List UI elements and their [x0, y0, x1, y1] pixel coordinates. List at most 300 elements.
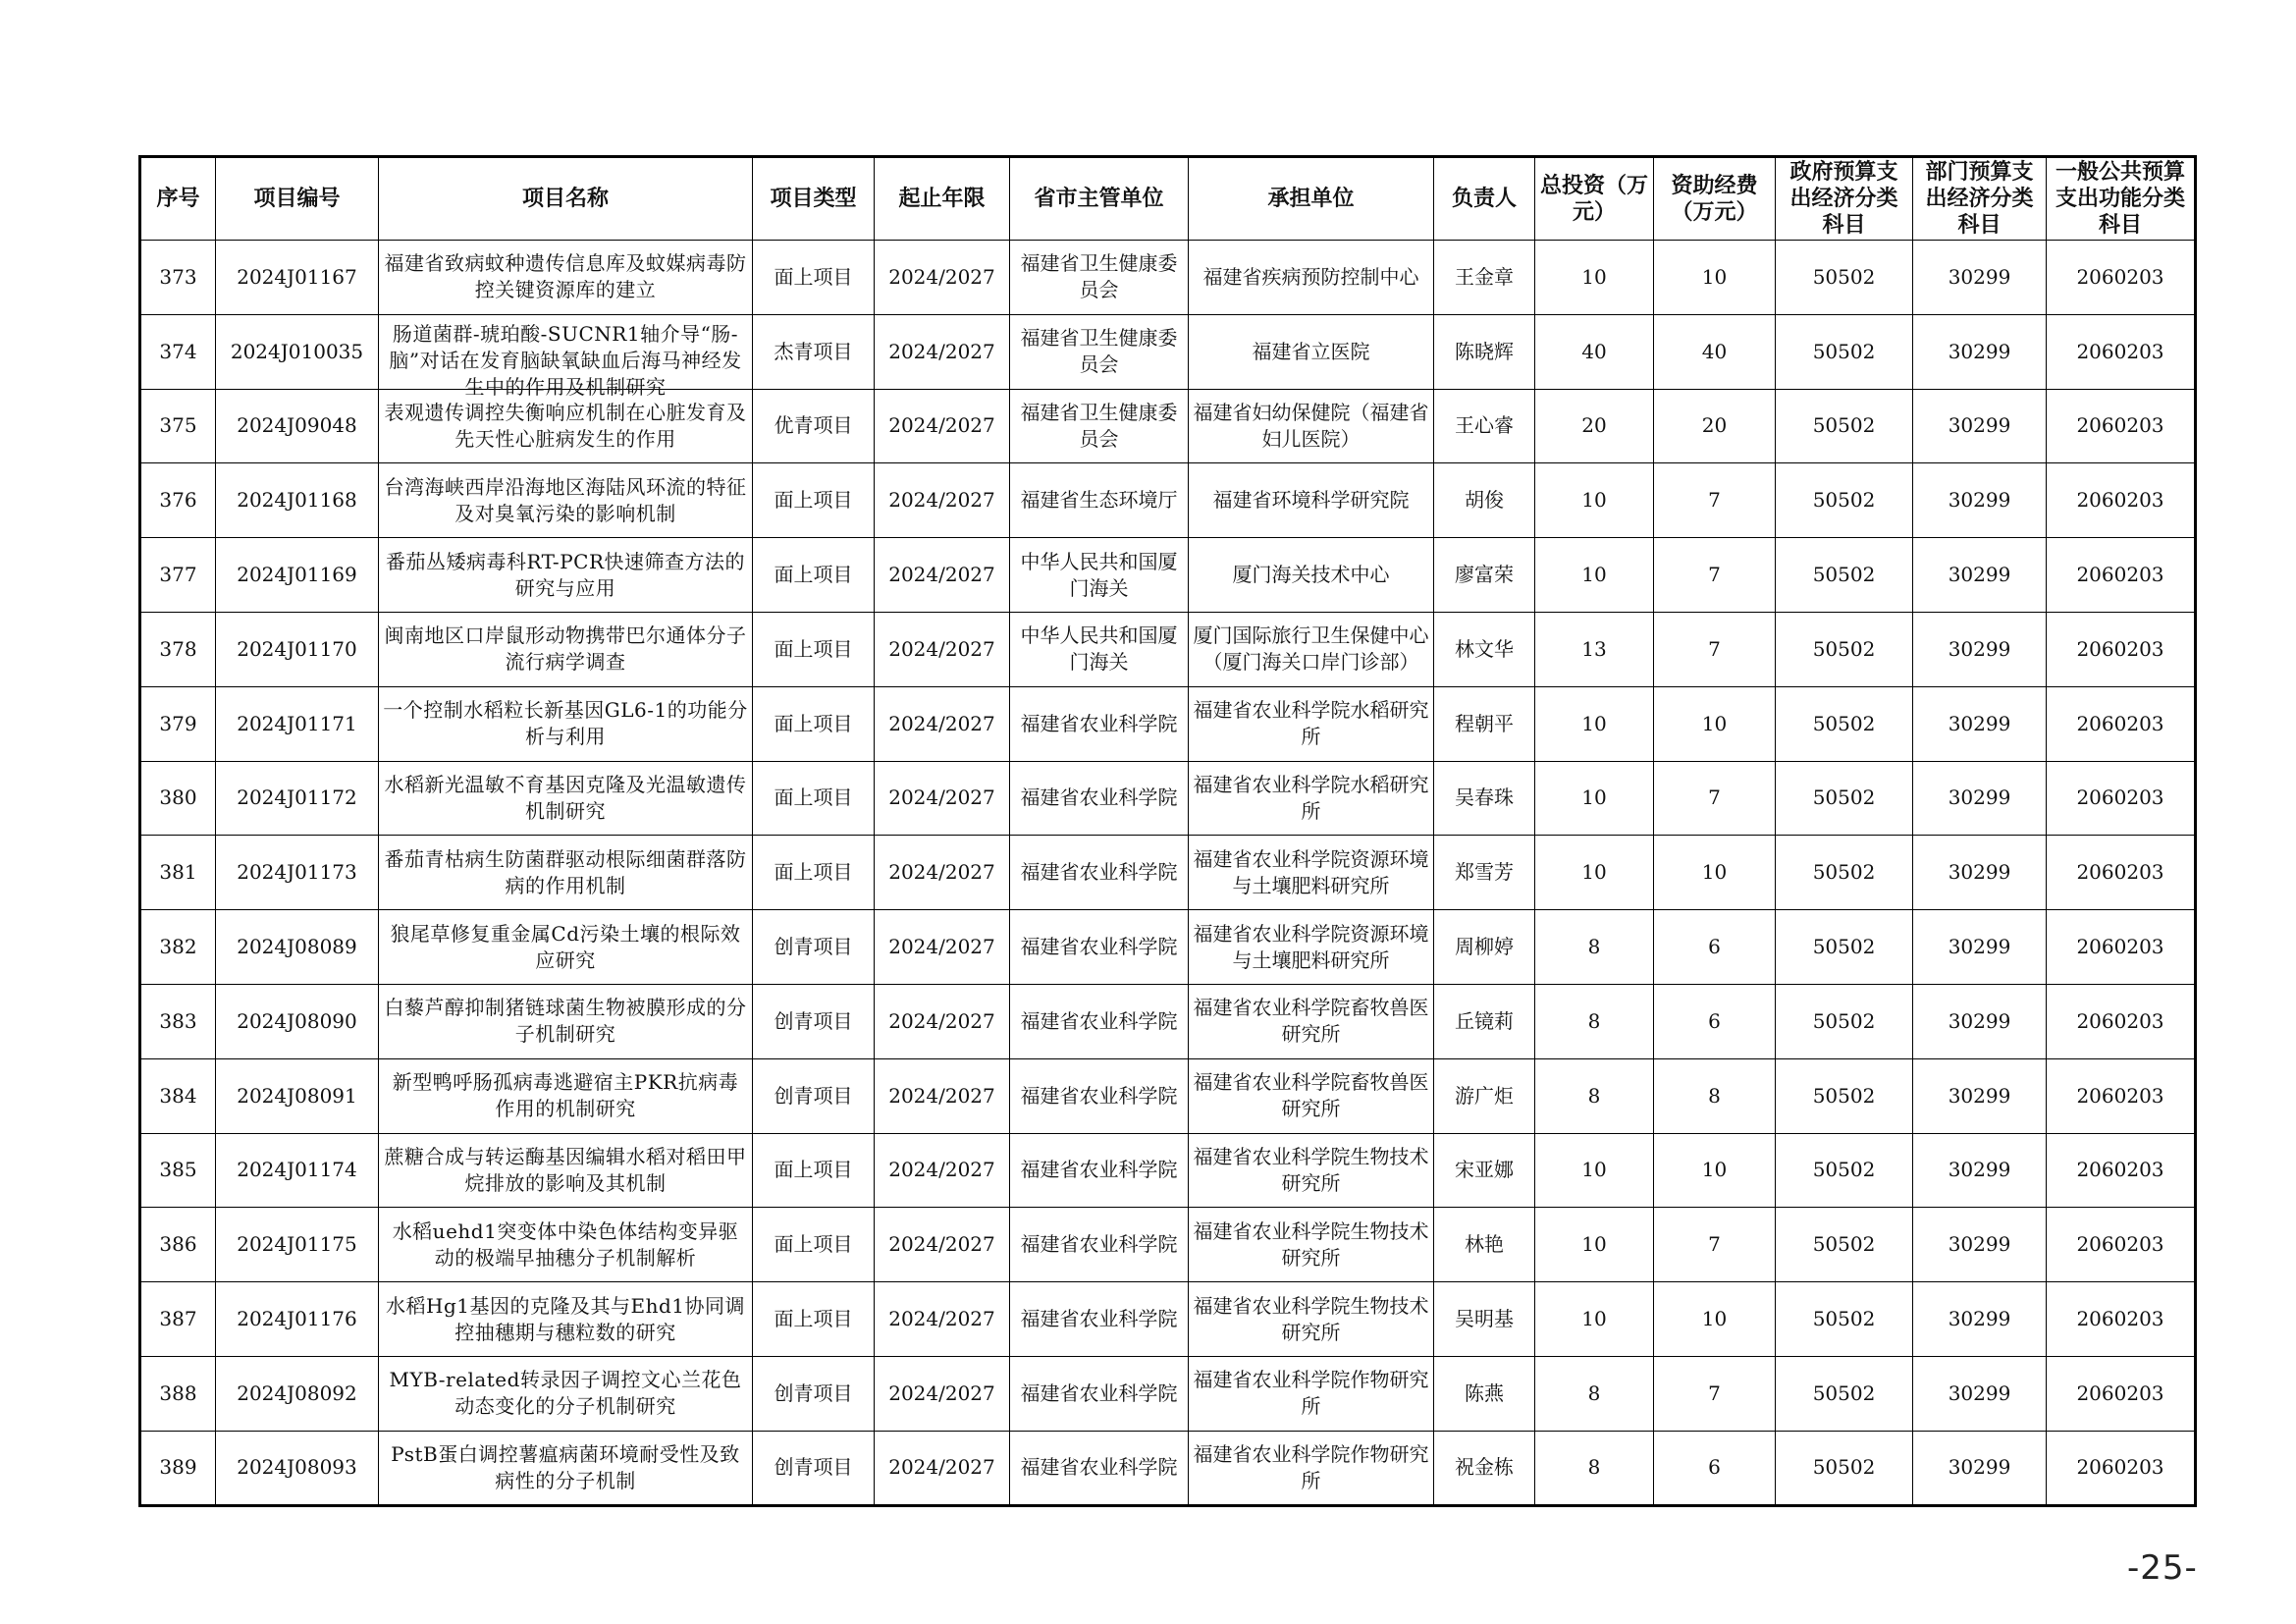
cell-dept-text: 福建省生态环境厅	[1020, 488, 1178, 513]
cell-name	[379, 1133, 753, 1208]
cell-unit-text: 福建省农业科学院作物研究所	[1193, 1441, 1429, 1492]
cell-func: 2060203	[2047, 1058, 2196, 1133]
table-row	[140, 1058, 2196, 1133]
cell-name-text: 番茄青枯病生防菌群驱动根际细菌群落防病的作用机制	[384, 846, 747, 897]
cell-years: 2024/2027	[875, 463, 1010, 538]
cell-dept-text: 福建省农业科学院	[1020, 711, 1178, 735]
cell-type: 面上项目	[753, 686, 875, 761]
cell-seq: 374	[140, 314, 216, 389]
cell-unit-text: 厦门国际旅行卫生保健中心（厦门海关口岸门诊部）	[1193, 623, 1429, 675]
cell-code: 2024J08091	[216, 1058, 379, 1133]
cell-code: 2024J08093	[216, 1431, 379, 1505]
cell-years: 2024/2027	[875, 686, 1010, 761]
cell-unit	[1189, 1282, 1434, 1357]
cell-name-text: MYB-related转录因子调控文心兰花色动态变化的分子机制研究	[389, 1368, 742, 1419]
table-row	[140, 686, 2196, 761]
cell-years: 2024/2027	[875, 1208, 1010, 1282]
cell-dept	[1010, 1282, 1189, 1357]
cell-dept	[1010, 761, 1189, 836]
cell-dept-text: 中华人民共和国厦门海关	[1020, 623, 1178, 675]
cell-dept-budget: 30299	[1913, 463, 2047, 538]
cell-gov-budget: 50502	[1776, 761, 1913, 836]
cell-total: 8	[1535, 910, 1654, 985]
cell-name-text: 水稻Hg1基因的克隆及其与Ehd1协同调控抽穗期与穗粒数的研究	[386, 1293, 745, 1344]
cell-person: 程朝平	[1434, 686, 1535, 761]
cell-funding: 8	[1654, 1058, 1776, 1133]
cell-seq: 375	[140, 389, 216, 463]
cell-dept-text: 福建省农业科学院	[1020, 860, 1178, 885]
cell-code: 2024J08089	[216, 910, 379, 985]
cell-dept-text: 福建省农业科学院	[1020, 1380, 1178, 1405]
table-row	[140, 1356, 2196, 1431]
cell-person: 游广炬	[1434, 1058, 1535, 1133]
cell-unit	[1189, 463, 1434, 538]
cell-name	[379, 984, 753, 1058]
cell-unit	[1189, 761, 1434, 836]
cell-total: 40	[1535, 314, 1654, 389]
cell-dept-budget: 30299	[1913, 761, 2047, 836]
cell-seq: 381	[140, 836, 216, 910]
cell-code: 2024J010035	[216, 314, 379, 389]
cell-seq: 388	[140, 1356, 216, 1431]
cell-unit-text: 福建省农业科学院水稻研究所	[1193, 772, 1429, 823]
cell-name	[379, 1356, 753, 1431]
cell-type: 创青项目	[753, 984, 875, 1058]
cell-years: 2024/2027	[875, 612, 1010, 686]
project-table-container	[138, 155, 2197, 1507]
cell-unit	[1189, 1208, 1434, 1282]
cell-unit	[1189, 538, 1434, 613]
cell-name-text: 福建省致病蚊种遗传信息库及蚊媒病毒防控关键资源库的建立	[384, 251, 747, 302]
cell-gov-budget: 50502	[1776, 686, 1913, 761]
cell-name-text: 番茄丛矮病毒科RT-PCR快速筛查方法的研究与应用	[385, 549, 746, 600]
header-unit: 承担单位	[1189, 157, 1434, 241]
cell-seq: 389	[140, 1431, 216, 1505]
header-row	[140, 157, 2196, 241]
header-dept: 省市主管单位	[1010, 157, 1189, 241]
cell-name-text: 新型鸭呼肠孤病毒逃避宿主PKR抗病毒作用的机制研究	[392, 1070, 739, 1121]
cell-name-text: 台湾海峡西岸沿海地区海陆风环流的特征及对臭氧污染的影响机制	[384, 474, 747, 525]
cell-dept-budget: 30299	[1913, 1208, 2047, 1282]
cell-years: 2024/2027	[875, 1133, 1010, 1208]
cell-dept	[1010, 984, 1189, 1058]
cell-total: 10	[1535, 686, 1654, 761]
cell-name	[379, 538, 753, 613]
cell-unit-text: 福建省农业科学院生物技术研究所	[1193, 1293, 1429, 1344]
header-seq: 序号	[140, 157, 216, 241]
cell-gov-budget: 50502	[1776, 538, 1913, 613]
cell-code: 2024J01170	[216, 612, 379, 686]
cell-total: 13	[1535, 612, 1654, 686]
cell-total: 10	[1535, 761, 1654, 836]
table-row	[140, 1208, 2196, 1282]
cell-person: 祝金栋	[1434, 1431, 1535, 1505]
cell-years: 2024/2027	[875, 314, 1010, 389]
cell-func: 2060203	[2047, 1208, 2196, 1282]
cell-funding: 7	[1654, 1356, 1776, 1431]
cell-seq: 378	[140, 612, 216, 686]
cell-type: 面上项目	[753, 1282, 875, 1357]
cell-unit	[1189, 836, 1434, 910]
cell-dept-text: 中华人民共和国厦门海关	[1020, 549, 1178, 600]
cell-unit-text: 福建省农业科学院生物技术研究所	[1193, 1218, 1429, 1270]
cell-code: 2024J01176	[216, 1282, 379, 1357]
table-row	[140, 314, 2196, 389]
cell-person: 林艳	[1434, 1208, 1535, 1282]
cell-unit	[1189, 314, 1434, 389]
cell-years: 2024/2027	[875, 1282, 1010, 1357]
cell-dept	[1010, 1208, 1189, 1282]
cell-seq: 383	[140, 984, 216, 1058]
cell-dept-budget: 30299	[1913, 612, 2047, 686]
cell-unit-text: 福建省农业科学院畜牧兽医研究所	[1193, 1070, 1429, 1121]
cell-seq: 384	[140, 1058, 216, 1133]
header-type: 项目类型	[753, 157, 875, 241]
cell-unit-text: 福建省疾病预防控制中心	[1202, 264, 1419, 289]
cell-dept	[1010, 241, 1189, 315]
cell-unit-text: 福建省妇幼保健院（福建省妇儿医院）	[1193, 400, 1429, 451]
cell-total: 10	[1535, 463, 1654, 538]
cell-name-text: 表观遗传调控失衡响应机制在心脏发育及先天性心脏病发生的作用	[384, 400, 747, 451]
cell-gov-budget: 50502	[1776, 1133, 1913, 1208]
cell-gov-budget: 50502	[1776, 1431, 1913, 1505]
cell-dept	[1010, 1431, 1189, 1505]
cell-type: 创青项目	[753, 910, 875, 985]
cell-gov-budget: 50502	[1776, 910, 1913, 985]
cell-func: 2060203	[2047, 1133, 2196, 1208]
header-years: 起止年限	[875, 157, 1010, 241]
cell-type: 优青项目	[753, 389, 875, 463]
cell-code: 2024J08092	[216, 1356, 379, 1431]
cell-gov-budget: 50502	[1776, 1058, 1913, 1133]
table-row	[140, 463, 2196, 538]
cell-gov-budget: 50502	[1776, 314, 1913, 389]
page-number: -25-	[2127, 1548, 2198, 1588]
cell-type: 面上项目	[753, 241, 875, 315]
cell-func: 2060203	[2047, 686, 2196, 761]
cell-name	[379, 686, 753, 761]
cell-dept	[1010, 686, 1189, 761]
cell-years: 2024/2027	[875, 761, 1010, 836]
cell-person: 宋亚娜	[1434, 1133, 1535, 1208]
cell-seq: 379	[140, 686, 216, 761]
cell-years: 2024/2027	[875, 389, 1010, 463]
cell-dept-budget: 30299	[1913, 389, 2047, 463]
cell-dept	[1010, 910, 1189, 985]
cell-dept-text: 福建省农业科学院	[1020, 1008, 1178, 1033]
cell-func: 2060203	[2047, 463, 2196, 538]
cell-func: 2060203	[2047, 389, 2196, 463]
cell-type: 创青项目	[753, 1356, 875, 1431]
table-row	[140, 389, 2196, 463]
cell-years: 2024/2027	[875, 836, 1010, 910]
cell-name	[379, 1431, 753, 1505]
cell-func: 2060203	[2047, 314, 2196, 389]
cell-total: 10	[1535, 1208, 1654, 1282]
cell-dept-budget: 30299	[1913, 836, 2047, 910]
cell-funding: 20	[1654, 389, 1776, 463]
cell-code: 2024J01172	[216, 761, 379, 836]
cell-name	[379, 1282, 753, 1357]
table-row	[140, 1282, 2196, 1357]
cell-unit-text: 福建省环境科学研究院	[1212, 488, 1410, 513]
cell-name	[379, 241, 753, 315]
cell-seq: 382	[140, 910, 216, 985]
cell-name-text: PstB蛋白调控薯瘟病菌环境耐受性及致病性的分子机制	[391, 1441, 740, 1492]
cell-dept	[1010, 463, 1189, 538]
cell-funding: 40	[1654, 314, 1776, 389]
cell-code: 2024J01173	[216, 836, 379, 910]
cell-dept-text: 福建省农业科学院	[1020, 1158, 1178, 1182]
cell-name-text: 闽南地区口岸鼠形动物携带巴尔通体分子流行病学调查	[384, 623, 747, 675]
table-row	[140, 1431, 2196, 1505]
cell-dept-text: 福建省农业科学院	[1020, 1083, 1178, 1108]
cell-unit	[1189, 612, 1434, 686]
cell-code: 2024J08090	[216, 984, 379, 1058]
cell-func: 2060203	[2047, 1431, 2196, 1505]
cell-seq: 373	[140, 241, 216, 315]
cell-type: 面上项目	[753, 836, 875, 910]
cell-unit	[1189, 241, 1434, 315]
cell-gov-budget: 50502	[1776, 984, 1913, 1058]
table-row	[140, 836, 2196, 910]
cell-dept	[1010, 1058, 1189, 1133]
cell-unit-text: 福建省农业科学院资源环境与土壤肥料研究所	[1193, 921, 1429, 972]
cell-person: 陈晓辉	[1434, 314, 1535, 389]
cell-dept-text: 福建省农业科学院	[1020, 785, 1178, 810]
cell-code: 2024J09048	[216, 389, 379, 463]
cell-seq: 386	[140, 1208, 216, 1282]
cell-dept-budget: 30299	[1913, 314, 2047, 389]
cell-funding: 7	[1654, 463, 1776, 538]
cell-person: 陈燕	[1434, 1356, 1535, 1431]
cell-years: 2024/2027	[875, 910, 1010, 985]
cell-funding: 6	[1654, 1431, 1776, 1505]
cell-person: 王心睿	[1434, 389, 1535, 463]
cell-type: 面上项目	[753, 761, 875, 836]
cell-name-text: 一个控制水稻粒长新基因GL6-1的功能分析与利用	[383, 698, 748, 749]
cell-unit-text: 福建省农业科学院资源环境与土壤肥料研究所	[1193, 846, 1429, 897]
cell-funding: 10	[1654, 241, 1776, 315]
cell-name	[379, 910, 753, 985]
cell-gov-budget: 50502	[1776, 241, 1913, 315]
cell-funding: 10	[1654, 1133, 1776, 1208]
cell-name	[379, 389, 753, 463]
cell-type: 面上项目	[753, 1208, 875, 1282]
cell-name-text: 肠道菌群-琥珀酸-SUCNR1轴介导“肠-脑”对话在发育脑缺氧缺血后海马神经发生中的作用及机制研究	[389, 322, 742, 400]
cell-gov-budget: 50502	[1776, 612, 1913, 686]
cell-total: 10	[1535, 241, 1654, 315]
cell-years: 2024/2027	[875, 984, 1010, 1058]
cell-type: 创青项目	[753, 1058, 875, 1133]
cell-person: 胡俊	[1434, 463, 1535, 538]
table-row	[140, 910, 2196, 985]
cell-type: 面上项目	[753, 1133, 875, 1208]
cell-funding: 6	[1654, 984, 1776, 1058]
cell-code: 2024J01171	[216, 686, 379, 761]
cell-type: 面上项目	[753, 463, 875, 538]
cell-dept-budget: 30299	[1913, 910, 2047, 985]
cell-gov-budget: 50502	[1776, 1282, 1913, 1357]
cell-unit	[1189, 1431, 1434, 1505]
cell-gov-budget: 50502	[1776, 389, 1913, 463]
header-person: 负责人	[1434, 157, 1535, 241]
cell-dept-text: 福建省卫生健康委员会	[1020, 251, 1178, 302]
cell-total: 10	[1535, 836, 1654, 910]
cell-funding: 7	[1654, 761, 1776, 836]
cell-name	[379, 463, 753, 538]
cell-seq: 377	[140, 538, 216, 613]
cell-years: 2024/2027	[875, 1431, 1010, 1505]
cell-code: 2024J01175	[216, 1208, 379, 1282]
cell-name-text: 蔗糖合成与转运酶基因编辑水稻对稻田甲烷排放的影响及其机制	[384, 1144, 747, 1195]
cell-func: 2060203	[2047, 612, 2196, 686]
cell-funding: 10	[1654, 686, 1776, 761]
cell-total: 8	[1535, 984, 1654, 1058]
header-name: 项目名称	[379, 157, 753, 241]
header-depart: 部门预算支出经济分类科目	[1913, 157, 2047, 241]
table-row	[140, 538, 2196, 613]
cell-name-text: 水稻新光温敏不育基因克隆及光温敏遗传机制研究	[384, 772, 747, 823]
table-row	[140, 984, 2196, 1058]
cell-total: 8	[1535, 1058, 1654, 1133]
cell-total: 20	[1535, 389, 1654, 463]
cell-gov-budget: 50502	[1776, 463, 1913, 538]
cell-dept-text: 福建省农业科学院	[1020, 1455, 1178, 1480]
cell-dept	[1010, 538, 1189, 613]
cell-seq: 387	[140, 1282, 216, 1357]
cell-dept-text: 福建省卫生健康委员会	[1020, 326, 1178, 377]
cell-total: 8	[1535, 1431, 1654, 1505]
cell-unit	[1189, 984, 1434, 1058]
header-funding: 资助经费（万元）	[1654, 157, 1776, 241]
cell-person: 林文华	[1434, 612, 1535, 686]
cell-dept	[1010, 1133, 1189, 1208]
cell-seq: 385	[140, 1133, 216, 1208]
header-func: 一般公共预算支出功能分类科目	[2047, 157, 2196, 241]
cell-func: 2060203	[2047, 836, 2196, 910]
cell-func: 2060203	[2047, 1282, 2196, 1357]
cell-dept-text: 福建省农业科学院	[1020, 1232, 1178, 1257]
cell-unit	[1189, 1058, 1434, 1133]
cell-total: 8	[1535, 1356, 1654, 1431]
cell-unit-text: 福建省农业科学院水稻研究所	[1193, 698, 1429, 749]
cell-person: 吴明基	[1434, 1282, 1535, 1357]
cell-person: 丘镜莉	[1434, 984, 1535, 1058]
cell-dept-budget: 30299	[1913, 1431, 2047, 1505]
cell-code: 2024J01169	[216, 538, 379, 613]
cell-dept-budget: 30299	[1913, 241, 2047, 315]
cell-dept-budget: 30299	[1913, 1133, 2047, 1208]
cell-unit-text: 福建省立医院	[1252, 339, 1370, 363]
cell-years: 2024/2027	[875, 538, 1010, 613]
cell-person: 王金章	[1434, 241, 1535, 315]
cell-years: 2024/2027	[875, 241, 1010, 315]
cell-dept	[1010, 1356, 1189, 1431]
cell-name	[379, 612, 753, 686]
cell-person: 郑雪芳	[1434, 836, 1535, 910]
table-row	[140, 761, 2196, 836]
cell-gov-budget: 50502	[1776, 836, 1913, 910]
cell-gov-budget: 50502	[1776, 1208, 1913, 1282]
cell-total: 10	[1535, 1133, 1654, 1208]
cell-total: 10	[1535, 538, 1654, 613]
cell-func: 2060203	[2047, 1356, 2196, 1431]
cell-dept-budget: 30299	[1913, 1356, 2047, 1431]
cell-years: 2024/2027	[875, 1356, 1010, 1431]
cell-type: 面上项目	[753, 538, 875, 613]
cell-funding: 7	[1654, 612, 1776, 686]
cell-funding: 6	[1654, 910, 1776, 985]
cell-dept	[1010, 314, 1189, 389]
cell-type: 面上项目	[753, 612, 875, 686]
cell-funding: 7	[1654, 538, 1776, 613]
cell-seq: 380	[140, 761, 216, 836]
cell-person: 周柳婷	[1434, 910, 1535, 985]
cell-funding: 10	[1654, 836, 1776, 910]
cell-dept-budget: 30299	[1913, 1058, 2047, 1133]
cell-func: 2060203	[2047, 761, 2196, 836]
cell-funding: 10	[1654, 1282, 1776, 1357]
cell-unit	[1189, 1133, 1434, 1208]
header-total: 总投资（万元）	[1535, 157, 1654, 241]
cell-unit-text: 福建省农业科学院生物技术研究所	[1193, 1144, 1429, 1195]
cell-code: 2024J01168	[216, 463, 379, 538]
cell-name	[379, 314, 753, 400]
cell-name	[379, 836, 753, 910]
cell-person: 吴春珠	[1434, 761, 1535, 836]
cell-name-text: 水稻uehd1突变体中染色体结构变异驱动的极端早抽穗分子机制解析	[392, 1218, 739, 1270]
table-row	[140, 1133, 2196, 1208]
cell-total: 10	[1535, 1282, 1654, 1357]
cell-dept-budget: 30299	[1913, 1282, 2047, 1357]
cell-code: 2024J01167	[216, 241, 379, 315]
cell-func: 2060203	[2047, 538, 2196, 613]
cell-unit	[1189, 910, 1434, 985]
table-header	[140, 157, 2196, 241]
cell-dept-budget: 30299	[1913, 686, 2047, 761]
table-body	[140, 241, 2196, 1506]
cell-unit-text: 福建省农业科学院畜牧兽医研究所	[1193, 996, 1429, 1047]
table-row	[140, 612, 2196, 686]
cell-seq: 376	[140, 463, 216, 538]
header-code: 项目编号	[216, 157, 379, 241]
project-table	[138, 155, 2197, 1507]
cell-unit	[1189, 686, 1434, 761]
cell-type: 创青项目	[753, 1431, 875, 1505]
cell-unit-text: 厦门海关技术中心	[1232, 563, 1390, 587]
cell-dept	[1010, 612, 1189, 686]
cell-name-text: 白藜芦醇抑制猪链球菌生物被膜形成的分子机制研究	[384, 996, 747, 1047]
cell-dept-budget: 30299	[1913, 538, 2047, 613]
table-row	[140, 241, 2196, 315]
cell-unit-text: 福建省农业科学院作物研究所	[1193, 1368, 1429, 1419]
cell-dept	[1010, 389, 1189, 463]
cell-years: 2024/2027	[875, 1058, 1010, 1133]
header-gov: 政府预算支出经济分类科目	[1776, 157, 1913, 241]
cell-dept	[1010, 836, 1189, 910]
cell-funding: 7	[1654, 1208, 1776, 1282]
cell-code: 2024J01174	[216, 1133, 379, 1208]
cell-name	[379, 1208, 753, 1282]
cell-func: 2060203	[2047, 910, 2196, 985]
cell-dept-text: 福建省卫生健康委员会	[1020, 400, 1178, 451]
cell-func: 2060203	[2047, 984, 2196, 1058]
cell-unit	[1189, 1356, 1434, 1431]
cell-func: 2060203	[2047, 241, 2196, 315]
cell-gov-budget: 50502	[1776, 1356, 1913, 1431]
cell-name-text: 狼尾草修复重金属Cd污染土壤的根际效应研究	[390, 921, 741, 972]
